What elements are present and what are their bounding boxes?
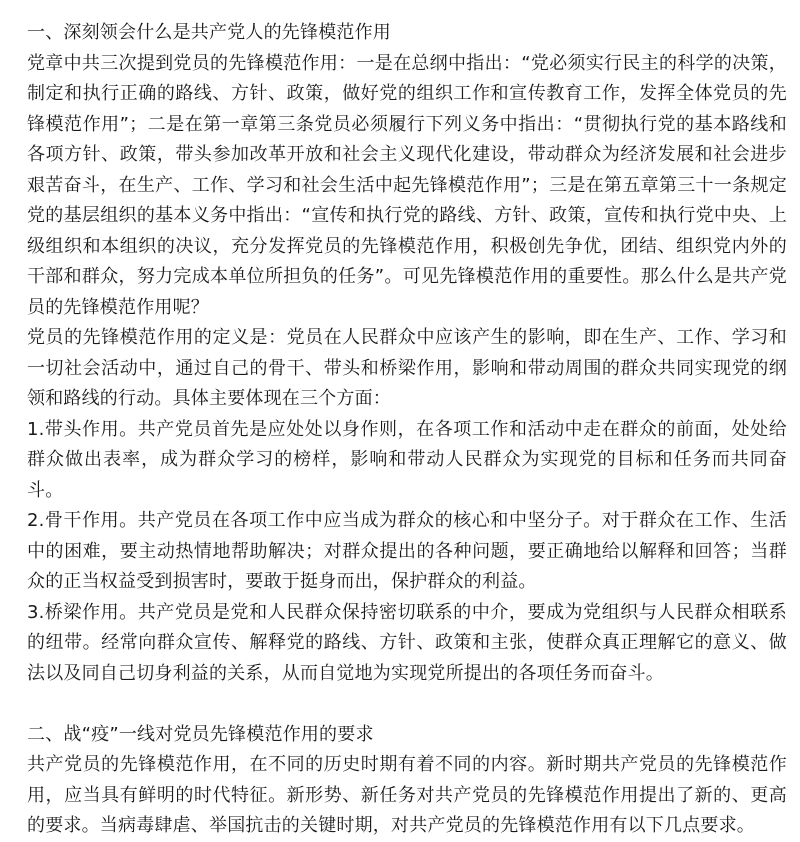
section-2	[27, 720, 787, 842]
section-2-requirements-paragraph: 共产党员的先锋模范作用，在不同的历史时期有着不同的内容。新时期共产党员的先锋模范作用，应当具有鲜明的时代特征。新形势、新任务对共产党员的先锋模范作用提出了新的、更高的要求。当病毒肆虐、举国抗击的关键时期，对共产党员的先锋模范作用有以下几点要求。	[27, 754, 787, 836]
section-gap	[27, 689, 787, 720]
document-page	[27, 18, 787, 842]
section-1-backbone-role-paragraph: 2.骨干作用。共产党员在各项工作中应当成为群众的核心和中坚分子。对于群众在工作、生活中的困难，要主动热情地帮助解决；对群众提出的各种问题，要正确地给以解释和回答；当群众的正当权益受到损害时，要敢于挺身而出，保护群众的利益。	[27, 510, 787, 592]
section-2-heading: 二、战“疫”一线对党员先锋模范作用的要求	[27, 723, 374, 745]
section-1-intro-paragraph: 党章中共三次提到党员的先锋模范作用：一是在总纲中指出：“党必须实行民主的科学的决策，制定和执行正确的路线、方针、政策，做好党的组织工作和宣传教育工作，发挥全体党员的先锋模范作用”；二是在第一章第三条党员必须履行下列义务中指出：“贯彻执行党的基本路线和各项方针、政策，带头参加改革开放和社会主义现代化建设，带动群众为经济发展和社会进步艰苦奋斗，在生产、工作、学习和社会生活中起先锋模范作用”；三是在第五章第三十一条规定党的基层组织的基本义务中指出：“宣传和执行党的路线、方针、政策，宣传和执行党中央、上级组织和本组织的决议，充分发挥党员的先锋模范作用，积极创先争优，团结、组织党内外的干部和群众，努力完成本单位所担负的任务”。可见先锋模范作用的重要性。那么什么是共产党员的先锋模范作用呢？	[27, 52, 787, 318]
section-1-definition-paragraph: 党员的先锋模范作用的定义是：党员在人民群众中应该产生的影响，即在生产、工作、学习和一切社会活动中，通过自己的骨干、带头和桥梁作用，影响和带动周围的群众共同实现党的纲领和路线的行动。具体主要体现在三个方面：	[27, 327, 787, 409]
section-1-heading: 一、深刻领会什么是共产党人的先锋模范作用	[27, 22, 391, 43]
section-1-leading-role-paragraph: 1.带头作用。共产党员首先是应处处以身作则，在各项工作和活动中走在群众的前面，处处给群众做出表率，成为群众学习的榜样，影响和带动人民群众为实现党的目标和任务而共同奋斗。	[27, 418, 787, 501]
section-1	[27, 18, 787, 689]
section-1-bridge-role-paragraph: 3.桥梁作用。共产党员是党和人民群众保持密切联系的中介，要成为党组织与人民群众相联系的纽带。经常向群众宣传、解释党的路线、方针、政策和主张，使群众真正理解它的意义、做法以及同自己切身利益的关系，从而自觉地为实现党所提出的各项任务而奋斗。	[27, 601, 787, 684]
